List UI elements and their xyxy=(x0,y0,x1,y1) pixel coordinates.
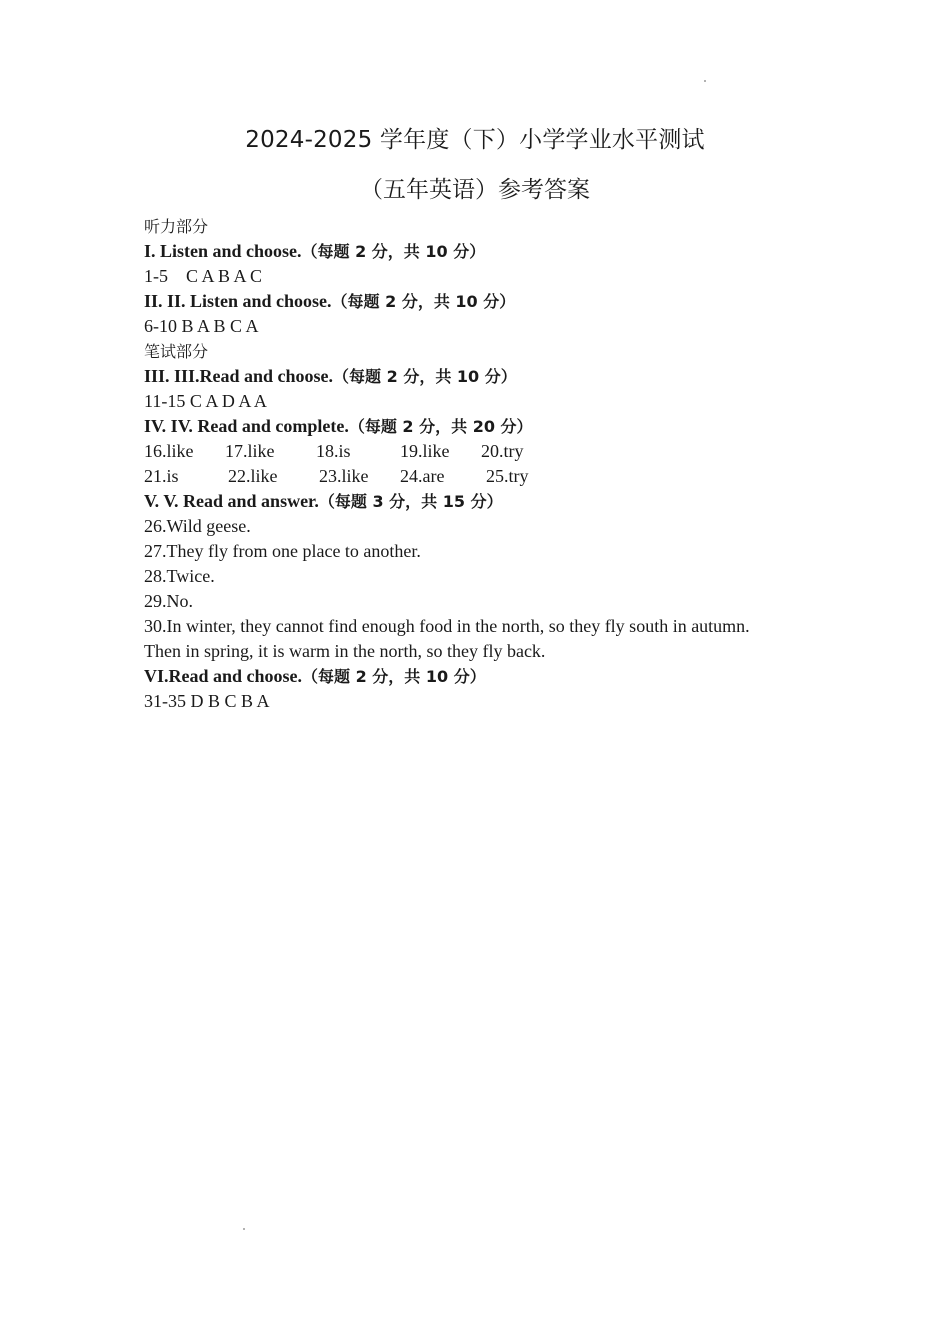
section-1-title: I. Listen and choose. xyxy=(144,241,302,261)
answer-26: 26.Wild geese. xyxy=(144,516,251,536)
section-3-answers: 11-15 C A D A A xyxy=(144,391,267,411)
section-2-heading xyxy=(144,289,844,314)
answer-16: 16.like xyxy=(144,441,194,461)
section-3-score: （每题 2 分，共 10 分） xyxy=(333,367,517,386)
section-6-heading xyxy=(144,664,844,689)
section-2-title: II. II. Listen and choose. xyxy=(144,291,332,311)
answer-23: 23.like xyxy=(319,466,369,486)
page-subtitle: （五年英语）参考答案 xyxy=(360,177,590,203)
section-5-heading xyxy=(144,489,844,514)
section-2-answers: 6-10 B A B C A xyxy=(144,316,259,336)
answer-18: 18.is xyxy=(316,441,351,461)
section-6-title: VI.Read and choose. xyxy=(144,666,303,686)
section-3-heading xyxy=(144,364,844,389)
section-4-score: （每题 2 分，共 20 分） xyxy=(348,417,533,436)
answer-20: 20.try xyxy=(481,441,524,461)
answer-25: 25.try xyxy=(486,466,529,486)
page-title: 2024-2025 学年度（下）小学学业水平测试 xyxy=(245,127,705,153)
answer-21: 21.is xyxy=(144,466,179,486)
section-1-heading xyxy=(144,239,844,264)
answer-29: 29.No. xyxy=(144,591,193,611)
section-2-score: （每题 2 分，共 10 分） xyxy=(331,292,516,311)
answer-30: 30.In winter, they cannot find enough food in the north, so they fly south in autumn. xyxy=(144,616,750,636)
listening-heading: 听力部分 xyxy=(144,217,209,236)
section-4-row-1 xyxy=(144,439,844,464)
answer-30-continued: Then in spring, it is warm in the north, so they fly back. xyxy=(144,641,546,661)
section-4-title: IV. IV. Read and complete. xyxy=(144,416,349,436)
scan-speck xyxy=(704,80,706,82)
section-1-answers: 1-5 C A B A C xyxy=(144,266,263,286)
answer-19: 19.like xyxy=(400,441,450,461)
section-1-score: （每题 2 分，共 10 分） xyxy=(301,242,486,261)
section-6-answers: 31-35 D B C B A xyxy=(144,691,270,711)
answer-27: 27.They fly from one place to another. xyxy=(144,541,421,561)
scan-speck xyxy=(243,1228,245,1230)
answer-22: 22.like xyxy=(228,466,278,486)
answer-content xyxy=(144,214,844,714)
answer-24: 24.are xyxy=(400,466,445,486)
answer-28: 28.Twice. xyxy=(144,566,215,586)
section-4-row-2 xyxy=(144,464,844,489)
section-3-title: III. III.Read and choose. xyxy=(144,366,334,386)
section-6-score: （每题 2 分，共 10 分） xyxy=(302,667,486,686)
writing-heading: 笔试部分 xyxy=(144,342,209,361)
section-5-title: V. V. Read and answer. xyxy=(144,491,319,511)
section-4-heading xyxy=(144,414,844,439)
section-5-score: （每题 3 分，共 15 分） xyxy=(318,492,503,511)
answer-17: 17.like xyxy=(225,441,275,461)
